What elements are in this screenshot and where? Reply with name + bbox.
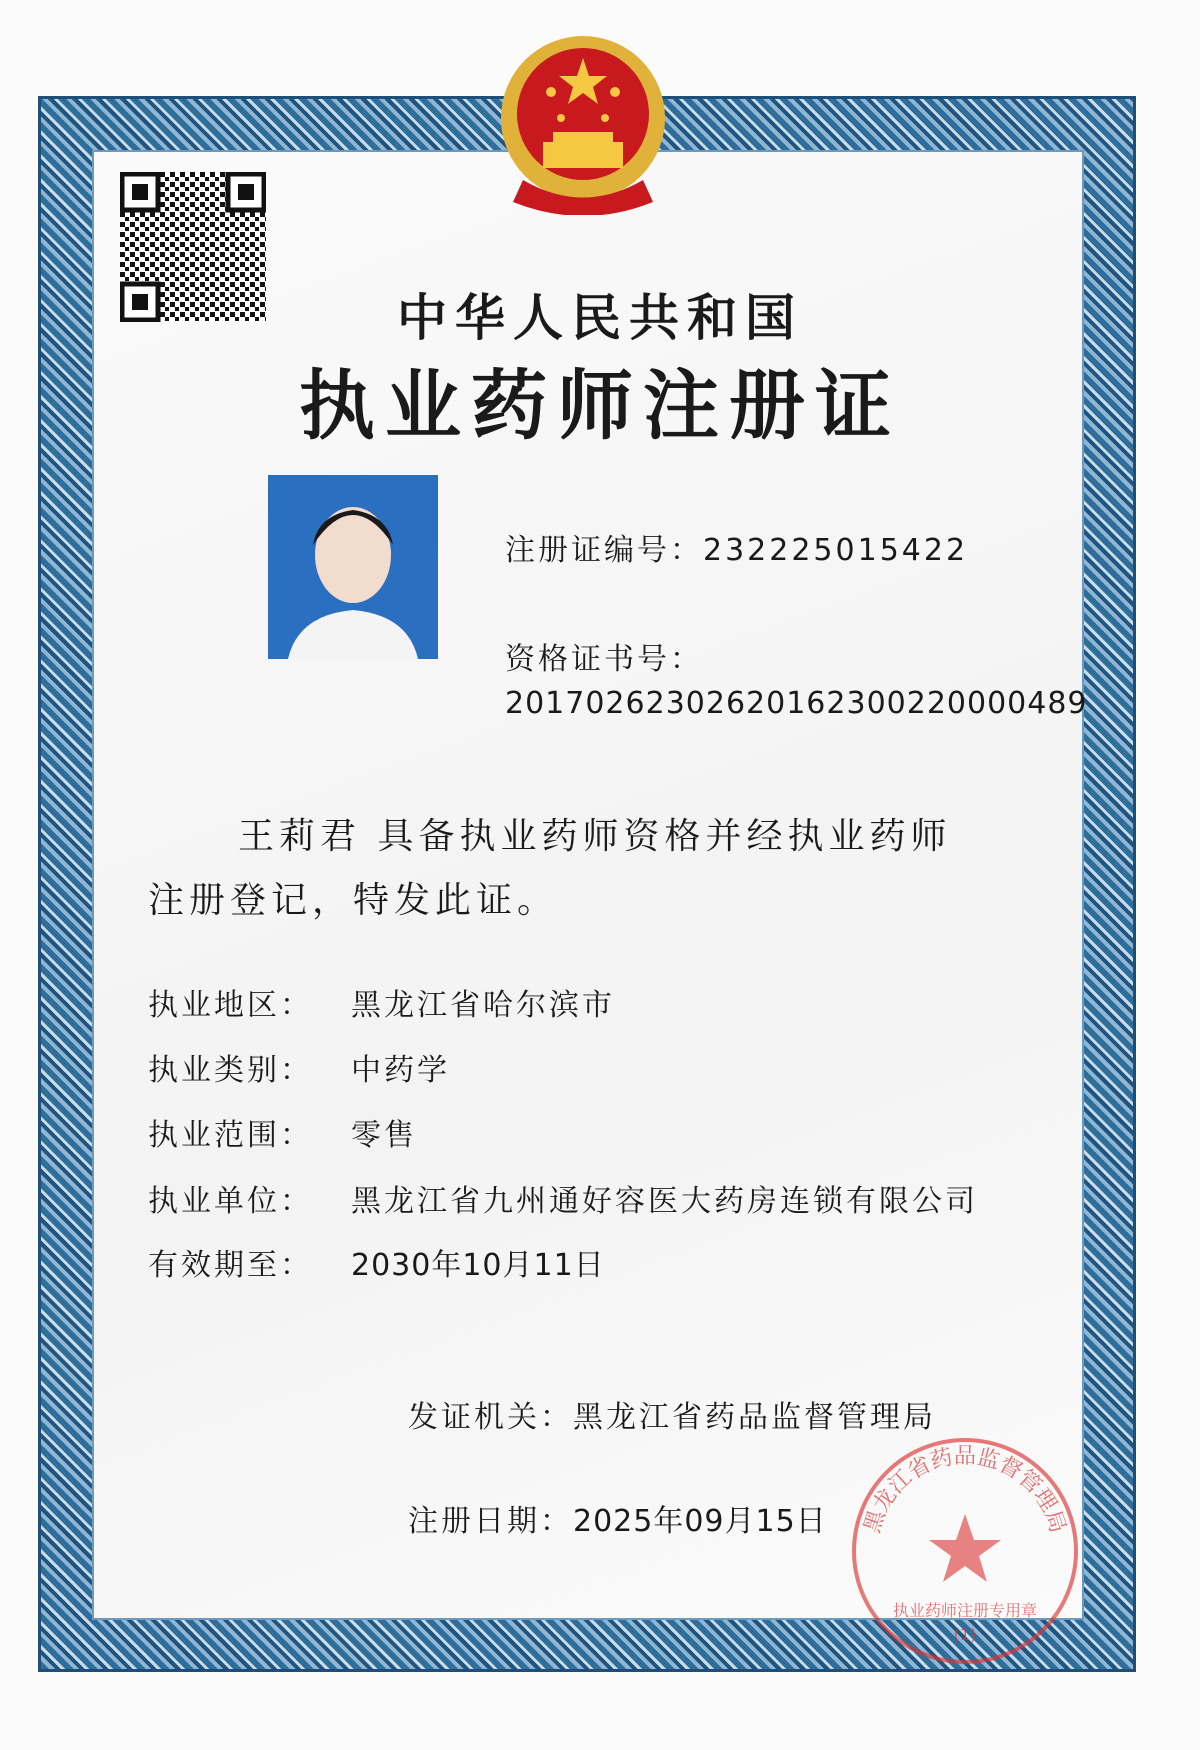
registration-value: 232225015422 xyxy=(703,533,969,568)
statement-line2: 注册登记，特发此证。 xyxy=(148,880,559,921)
seal-number: (1) xyxy=(953,1625,977,1644)
field-valid-until: 有效期至： 2030年10月11日 xyxy=(148,1248,605,1283)
certificate-title: 执业药师注册证 xyxy=(299,361,901,450)
registration-label: 注册证编号： xyxy=(505,533,703,568)
statement-line1: 王莉君 具备执业药师资格并经执业药师 xyxy=(238,816,952,857)
field-category: 执业类别： 中药学 xyxy=(148,1053,450,1088)
seal-subtext: 执业药师注册专用章 xyxy=(892,1601,1038,1620)
holder-photo xyxy=(268,475,438,659)
seal-star-icon xyxy=(929,1514,1001,1582)
field-employer: 执业单位： 黑龙江省九州通好容医大药房连锁有限公司 xyxy=(148,1184,978,1219)
national-emblem-icon xyxy=(493,30,673,215)
qualification-label: 资格证书号： xyxy=(505,642,703,677)
country-title: 中华人民共和国 xyxy=(397,288,803,347)
registration-number xyxy=(505,525,968,569)
official-seal xyxy=(850,1436,1080,1666)
field-region: 执业地区： 黑龙江省哈尔滨市 xyxy=(148,988,615,1023)
registration-date: 注册日期：2025年09月15日 xyxy=(408,1504,827,1539)
seal-text: 黑龙江省药品监督管理局 xyxy=(859,1444,1071,1537)
field-scope: 执业范围： 零售 xyxy=(148,1118,417,1153)
issuing-authority: 发证机关：黑龙江省药品监督管理局 xyxy=(408,1400,936,1435)
qualification-value: 20170262302620162300220000489 xyxy=(505,686,1088,721)
